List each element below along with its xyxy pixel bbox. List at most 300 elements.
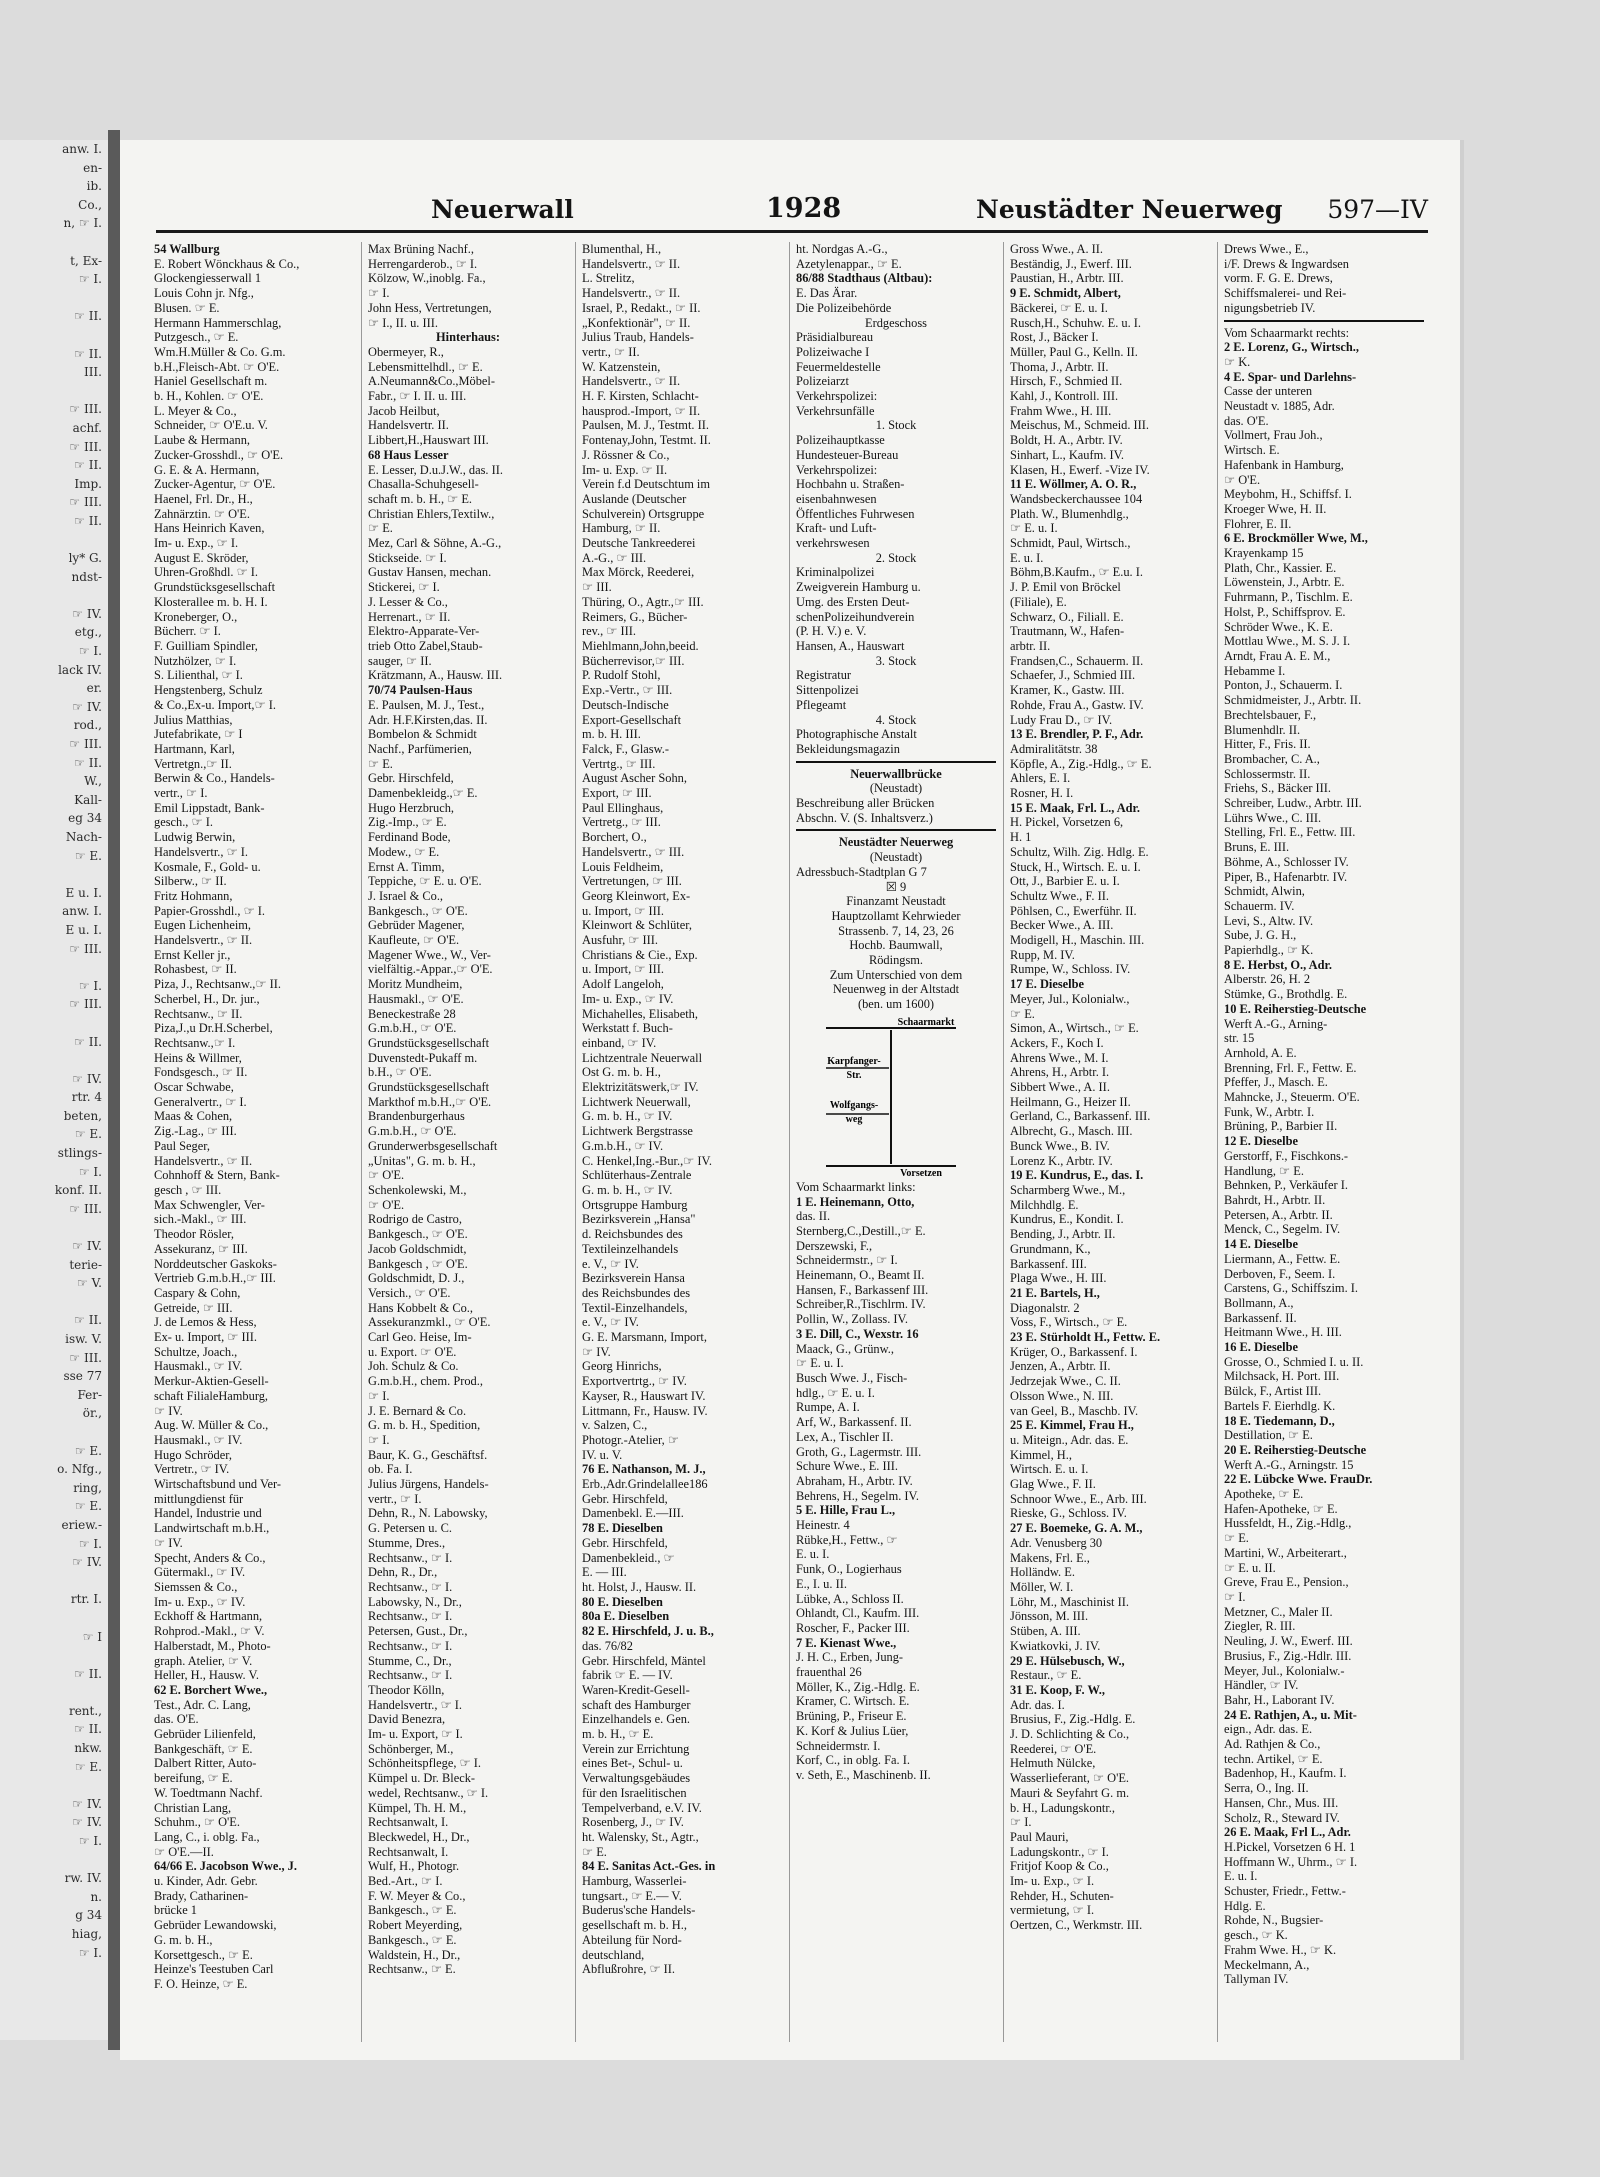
directory-entry-line: Schlüterhaus-Zentrale — [582, 1168, 692, 1183]
directory-entry-line: Photographische Anstalt — [796, 727, 917, 742]
prev-page-fragment: g 34 — [75, 1908, 102, 1923]
prev-page-fragment — [0, 326, 108, 345]
directory-entry-line: Ex- u. Import, ☞ III. — [154, 1330, 257, 1345]
prev-page-fragment: ☞ III. — [69, 1201, 102, 1216]
directory-entry-line: Barkassenf. II. — [1224, 1310, 1297, 1325]
map-label-top: Schaarmarkt — [897, 1016, 955, 1028]
directory-entry-line: Christian Ehlers,Textilw., — [368, 506, 495, 521]
directory-entry-line: ☞ I. — [368, 1388, 390, 1403]
directory-entry-line: Photogr.-Atelier, ☞ — [582, 1432, 679, 1447]
prev-page-fragment — [0, 1609, 108, 1628]
directory-entry-line: K. Korf & Julius Lüer, — [796, 1723, 909, 1738]
directory-entry-line: Mez, Carl & Söhne, A.-G., — [368, 536, 502, 551]
directory-entry-line: John Hess, Vertretungen, — [368, 300, 492, 315]
directory-entry-line: Nutzhölzer, ☞ I. — [154, 653, 237, 668]
directory-entry-line: Rohde, N., Bugsier- — [1224, 1913, 1324, 1928]
directory-entry-line: Adr. H.F.Kirsten,das. II. — [368, 712, 488, 727]
directory-entry-line: Jedrzejak Wwe., C. II. — [1010, 1374, 1121, 1389]
directory-entry-line: Fondsgesch., ☞ II. — [154, 1065, 248, 1080]
directory-entry-line: Hamburg, ☞ II. — [582, 521, 661, 536]
prev-page-fragment — [0, 1572, 108, 1591]
directory-entry-line: Schmidmeister, J., Arbtr. II. — [1224, 693, 1362, 708]
directory-entry-line: Schönheitspflege, ☞ I. — [368, 1756, 481, 1771]
directory-entry-line: Kümpel, Th. H. M., — [368, 1800, 467, 1815]
directory-entry-line: Hartmann, Karl, — [154, 741, 235, 756]
directory-entry-line: Arf, W., Barkassenf. II. — [796, 1415, 912, 1430]
directory-entry-line: Krayenkamp 15 — [1224, 546, 1304, 561]
directory-entry-line: Vom Schaarmarkt links: — [796, 1179, 916, 1194]
directory-entry-line: H. 1 — [1010, 830, 1032, 845]
prev-page-fragment: ☞ I. — [78, 1536, 102, 1551]
directory-entry-line: Milchhdlg. E. — [1010, 1197, 1079, 1212]
prev-page-fragment — [0, 1218, 108, 1237]
directory-entry-line: Handelsvertr., ☞ II. — [154, 933, 253, 948]
directory-entry-line: Stelling, Frl. E., Fettw. III. — [1224, 825, 1356, 840]
directory-entry-line: Lex, A., Tischler II. — [796, 1429, 894, 1444]
directory-entry-line: ☞ I. — [368, 286, 390, 301]
directory-entry-line: m. b. H., ☞ E. — [582, 1727, 654, 1742]
directory-entry-line: Rumpe, A. I. — [796, 1400, 860, 1415]
directory-entry-line: Exp.-Vertr., ☞ III. — [582, 683, 673, 698]
directory-entry-line: Carl Geo. Heise, Im- — [368, 1330, 472, 1345]
directory-entry-line: Rosner, H. I. — [1010, 786, 1074, 801]
directory-entry-line: Grundstücksgesellschaft — [154, 580, 276, 595]
directory-entry-line: Erdgeschoss — [865, 315, 927, 330]
directory-entry-line: Im- u. Export, ☞ I. — [368, 1727, 463, 1742]
directory-entry-line: Thoma, J., Arbtr. II. — [1010, 359, 1109, 374]
directory-entry-line: Magener Wwe., W., Ver- — [368, 947, 491, 962]
directory-entry-line: Ott, J., Barbier E. u. I. — [1010, 874, 1120, 889]
directory-entry-line: Miehlmann,John,beeid. — [582, 638, 699, 653]
directory-entry-line: S. Lilienthal, ☞ I. — [154, 668, 243, 683]
directory-entry-line: Heinze's Teestuben Carl — [154, 1962, 274, 1977]
address-heading: 13 E. Brendler, P. F., Adr. — [1010, 727, 1144, 742]
directory-entry-line: verkehrswesen — [796, 536, 870, 551]
directory-entry-line: Schmidt, Paul, Wirtsch., — [1010, 536, 1131, 551]
directory-entry-line: E. u. I. — [1224, 1869, 1258, 1884]
directory-entry-line: Moritz Mundheim, — [368, 977, 463, 992]
prev-page-fragment: ☞ II. — [74, 346, 102, 361]
directory-entry-line: Jacob Goldschmidt, — [368, 1241, 467, 1256]
directory-entry-line: Fritz Hohmann, — [154, 888, 233, 903]
directory-entry-line: Behrens, H., Segelm. IV. — [796, 1488, 919, 1503]
directory-entry-line: Bleckwedel, H., Dr., — [368, 1829, 470, 1844]
directory-entry-line: Brandenburgerhaus — [368, 1109, 465, 1124]
directory-entry-line: Vertrieb G.m.b.H.,☞ III. — [154, 1271, 276, 1286]
prev-page-fragment — [0, 1776, 108, 1795]
prev-page-fragment: n. — [90, 1889, 102, 1904]
directory-entry-line: Hochbahn u. Straßen- — [796, 477, 905, 492]
directory-entry-line: Zucker-Grosshdl., ☞ O'E. — [154, 447, 284, 462]
directory-entry-line: Jönsson, M. III. — [1010, 1609, 1089, 1624]
directory-entry-line: G. m. b. H., ☞ IV. — [582, 1183, 673, 1197]
directory-entry-line: Getreide, ☞ III. — [154, 1300, 233, 1315]
directory-entry-line: Haniel Gesellschaft m. — [154, 374, 268, 389]
page-number: 597—IV — [1327, 195, 1428, 224]
directory-entry-line: Metzner, C., Maler II. — [1224, 1604, 1333, 1619]
directory-entry-line: Schneidermstr., ☞ I. — [796, 1253, 898, 1268]
directory-entry-line: Rechtsanw.,☞ I. — [154, 1035, 236, 1050]
prev-page-fragment: ☞ I. — [78, 978, 102, 993]
directory-entry-line: E. — III. — [582, 1565, 627, 1580]
directory-entry-line: Gerstorff, F., Fischkons.- — [1224, 1148, 1349, 1163]
directory-entry-line: Damenbekleid., ☞ — [582, 1550, 675, 1565]
column-divider — [361, 242, 362, 2042]
directory-entry-line: frauenthal 26 — [796, 1665, 862, 1680]
directory-entry-line: Adolf Langeloh, — [582, 977, 664, 992]
directory-entry-line: Registratur — [796, 668, 852, 683]
directory-entry-line: E. Robert Wönckhaus & Co., — [154, 256, 300, 271]
prev-page-fragment: ☞ E. — [74, 1499, 102, 1514]
directory-entry-line: Holländw. E. — [1010, 1565, 1075, 1580]
directory-entry-line: Hamburg, Wasserlei- — [582, 1874, 687, 1889]
prev-page-fragment: E u. I. — [65, 922, 102, 937]
prev-page-fragment: ☞ V. — [77, 1276, 102, 1291]
column-6 — [1224, 242, 1424, 2042]
prev-page-fragment: III. — [83, 365, 102, 380]
prev-page-fragment: ☞ II. — [74, 1034, 102, 1049]
directory-entry-line: Rodrigo de Castro, — [368, 1212, 462, 1227]
directory-entry-line: Waldstein, H., Dr., — [368, 1947, 461, 1962]
prev-page-fragment: ☞ III. — [69, 439, 102, 454]
directory-entry-line: Bäckerei, ☞ E. u. I. — [1010, 300, 1108, 315]
directory-entry-line: vertr., ☞ I. — [154, 786, 208, 801]
directory-entry-line: Kwiatkovki, J. IV. — [1010, 1638, 1101, 1653]
directory-entry-line: Bollmann, A., — [1224, 1295, 1294, 1310]
directory-entry-line: das. O'E. — [154, 1712, 199, 1727]
directory-entry-line: Heller, H., Hausw. V. — [154, 1668, 259, 1683]
directory-entry-line: Hausmakl., ☞ IV. — [154, 1432, 243, 1447]
directory-entry-line: A.Neumann&Co.,Möbel- — [368, 374, 495, 389]
directory-entry-line: Gross Wwe., A. II. — [1010, 242, 1104, 256]
directory-entry-line: das. 76/82 — [582, 1638, 633, 1653]
directory-entry-line: Meyer, Jul., Kolonialw., — [1010, 991, 1130, 1006]
directory-entry-line: Casse der unteren — [1224, 384, 1313, 399]
directory-entry-line: (P. H. V.) e. V. — [796, 624, 867, 639]
directory-entry-line: u. Export. ☞ O'E. — [368, 1344, 457, 1359]
directory-entry-line: Handlung, ☞ E. — [1224, 1163, 1304, 1178]
prev-page-fragment: nkw. — [74, 1741, 102, 1756]
directory-entry-line: Müller, Paul G., Kelln. II. — [1010, 344, 1138, 359]
directory-entry-line: ☒ 9 — [885, 879, 907, 894]
directory-entry-line: hdlg., ☞ E. u. I. — [796, 1385, 875, 1400]
directory-entry-line: E. Lesser, D.u.J.W., das. II. — [368, 462, 503, 477]
address-heading: 20 E. Reiherstieg-Deutsche — [1224, 1442, 1367, 1457]
directory-entry-line: Handelsvertr., ☞ II. — [154, 1153, 253, 1168]
directory-entry-line: Blusen. ☞ E. — [154, 300, 220, 315]
address-heading: 3 E. Dill, C., Wexstr. 16 — [796, 1326, 919, 1341]
column-2 — [368, 242, 568, 2042]
directory-entry-line: Wirtsch. E. — [1224, 443, 1280, 458]
address-heading: 5 E. Hille, Frau L., — [796, 1503, 896, 1518]
directory-entry-line: brücke 1 — [154, 1903, 198, 1918]
directory-entry-line: Grundstücksgesellschaft — [368, 1080, 490, 1095]
directory-entry-line: Duvenstedt-Pukaff m. — [368, 1050, 478, 1065]
directory-entry-line: L. Meyer & Co., — [154, 403, 237, 418]
prev-page-fragment — [0, 865, 108, 884]
prev-page-fragment: ☞ E. — [74, 1759, 102, 1774]
prev-page-fragment — [0, 1014, 108, 1033]
prev-page-fragment: terie- — [69, 1257, 102, 1272]
directory-entry-line: Textil-Einzelhandels, — [582, 1300, 688, 1315]
directory-entry-line: Theodor Rösler, — [154, 1227, 235, 1242]
prev-page-fragment: ☞ II. — [74, 1666, 102, 1681]
directory-entry-line: schaft des Hamburger — [582, 1697, 691, 1712]
directory-entry-line: F. O. Heinze, ☞ E. — [154, 1976, 248, 1991]
directory-entry-line: Bunck Wwe., B. IV. — [1010, 1138, 1110, 1153]
directory-entry-line: e. V., ☞ IV. — [582, 1315, 639, 1330]
directory-entry-line: Lang, C., i. oblg. Fa., — [154, 1829, 260, 1844]
prev-page-fragment: ring, — [73, 1480, 102, 1495]
directory-entry-line: Lorenz K., Arbtr. IV. — [1010, 1153, 1113, 1168]
prev-page-fragment — [0, 1051, 108, 1070]
directory-entry-line: Helmuth Nülcke, — [1010, 1756, 1096, 1771]
directory-entry-line: Bartels F. Eierhdlg. K. — [1224, 1398, 1336, 1413]
directory-entry-line: Kundrus, E., Kondit. I. — [1010, 1212, 1124, 1227]
directory-entry-line: wedel, Rechtsanw., ☞ I. — [368, 1785, 489, 1800]
directory-entry-line: Rechtsanw., ☞ I. — [368, 1638, 453, 1653]
directory-entry-line: Scholz, R., Steward IV. — [1224, 1810, 1340, 1825]
directory-entry-line: Rübke,H., Fettw., ☞ — [796, 1532, 898, 1547]
directory-entry-line: Uhren-Großhdl. ☞ I. — [154, 565, 259, 580]
directory-entry-line: Wirtsch. E. u. I. — [1010, 1462, 1089, 1477]
directory-entry-line: Zig.-Lag., ☞ III. — [154, 1124, 237, 1139]
directory-entry-line: (Neustadt) — [869, 781, 923, 796]
directory-entry-line: G. Petersen u. C. — [368, 1521, 452, 1536]
directory-entry-line: Putzgesch., ☞ E. — [154, 330, 239, 345]
directory-entry-line: eines Bet-, Schul- u. — [582, 1756, 683, 1771]
directory-entry-line: Funk, W., Arbtr. I. — [1224, 1104, 1315, 1119]
directory-entry-line: Werkstatt f. Buch- — [582, 1021, 673, 1036]
prev-page-fragment: konf. II. — [54, 1183, 102, 1198]
directory-entry-line: Stuck, H., Wirtsch. E. u. I. — [1010, 859, 1141, 874]
directory-entry-line: Grunderwerbsgesellschaft — [368, 1138, 498, 1153]
directory-entry-line: Apotheke, ☞ E. — [1224, 1487, 1304, 1502]
prev-page-fragment: ib. — [86, 179, 102, 194]
directory-entry-line: Köpfle, A., Zig.-Hdlg., ☞ E. — [1010, 756, 1152, 771]
directory-entry-line: Brenning, Frl. F., Fettw. E. — [1224, 1060, 1357, 1075]
directory-entry-line: u. Miteign., Adr. das. E. — [1010, 1432, 1129, 1447]
directory-entry-line: Schure Wwe., E. III. — [796, 1459, 898, 1474]
directory-entry-line: Ahrens, H., Arbtr. I. — [1010, 1065, 1110, 1080]
directory-entry-line: Exportvertrtg., ☞ IV. — [582, 1374, 687, 1389]
address-heading: 11 E. Wöllmer, A. O. R., — [1010, 477, 1137, 492]
prev-page-fragment — [0, 1293, 108, 1312]
section-rule — [796, 761, 996, 763]
directory-entry-line: Assekuranz, ☞ III. — [154, 1241, 248, 1256]
directory-entry-line: Rohasbest, ☞ II. — [154, 962, 237, 977]
directory-entry-line: ☞ O'E.—II. — [154, 1844, 214, 1859]
directory-entry-line: Die Polizeibehörde — [796, 300, 892, 315]
address-heading: 6 E. Brockmöller Wwe, M., — [1224, 531, 1368, 546]
directory-entry-line: eisenbahnwesen — [796, 491, 877, 506]
directory-entry-line: Kriminalpolizei — [796, 565, 875, 580]
directory-entry-line: Bankgesch., ☞ O'E. — [368, 1227, 468, 1242]
directory-entry-line: Plaga Wwe., H. III. — [1010, 1271, 1107, 1286]
directory-entry-line: b. H., Kohlen. ☞ O'E. — [154, 389, 264, 404]
directory-entry-line: Präsidialbureau — [796, 330, 874, 345]
directory-entry-line: schaft m. b. H., ☞ E. — [368, 491, 473, 506]
directory-entry-line: IV. u. V. — [582, 1447, 623, 1462]
directory-entry-line: Mottlau Wwe., M. S. J. I. — [1224, 634, 1351, 649]
directory-entry-line: Handelsvertr., ☞ II. — [582, 256, 681, 271]
column-3 — [582, 242, 782, 2042]
prev-page-fragment: achf. — [72, 420, 102, 435]
directory-entry-line: Bankgesch., ☞ E. — [368, 1932, 457, 1947]
directory-entry-line: Lebensmittelhdl., ☞ E. — [368, 359, 483, 374]
address-heading: 18 E. Tiedemann, D., — [1224, 1413, 1335, 1428]
prev-page-fragment: rw. IV. — [64, 1871, 102, 1886]
directory-entry-line: Fontenay,John, Testmt. II. — [582, 433, 711, 448]
directory-entry-line: Möller, W. I. — [1010, 1579, 1074, 1594]
prev-page-fragment: ☞ E. — [74, 848, 102, 863]
directory-entry-line: Maack, G., Grünw., — [796, 1341, 894, 1356]
directory-entry-line: Halberstadt, M., Photo- — [154, 1638, 271, 1653]
directory-entry-line: arbtr. II. — [1010, 638, 1051, 653]
directory-entry-line: August Ascher Sohn, — [582, 771, 687, 786]
directory-entry-line: Beständig, J., Ewerf. III. — [1010, 256, 1132, 271]
directory-entry-line: Im- u. Exp., ☞ I. — [1010, 1874, 1095, 1889]
directory-entry-line: Restaur., ☞ E. — [1010, 1668, 1082, 1683]
directory-entry-line: Fritjof Koop & Co., — [1010, 1859, 1109, 1874]
directory-entry-line: Funk, O., Logierhaus — [796, 1562, 902, 1577]
address-heading: 12 E. Dieselbe — [1224, 1134, 1298, 1149]
directory-entry-line: b. H., Ladungskontr., — [1010, 1800, 1115, 1815]
directory-entry-line: Damenbekl. E.—III. — [582, 1506, 684, 1521]
directory-entry-line: Makens, Frl. E., — [1010, 1550, 1090, 1565]
directory-entry-line: Adr. das. I. — [1010, 1697, 1065, 1712]
directory-entry-line: Bahr, H., Laborant IV. — [1224, 1692, 1335, 1707]
directory-entry-line: Schlossermstr. II. — [1224, 766, 1311, 781]
directory-entry-line: Meischus, M., Schmeid. III. — [1010, 418, 1150, 433]
directory-entry-line: vermietung, ☞ I. — [1010, 1903, 1095, 1918]
map-label-bottom: Vorsetzen — [900, 1167, 942, 1176]
directory-entry-line: H. F. Kirsten, Schlacht- — [582, 389, 699, 404]
directory-entry-line: Test., Adr. C. Lang, — [154, 1697, 251, 1712]
directory-entry-line: Hundesteuer-Bureau — [796, 447, 899, 462]
directory-entry-line: Hafenbank in Hamburg, — [1224, 457, 1344, 472]
directory-entry-line: Schauerm. IV. — [1224, 898, 1295, 913]
directory-entry-line: G. m. b. H., — [154, 1932, 213, 1947]
prev-page-fragment: er. — [86, 681, 102, 696]
directory-entry-line: Holst, P., Schiffsprov. E. — [1224, 604, 1346, 619]
directory-entry-line: gesellschaft m. b. H., — [582, 1918, 687, 1933]
directory-entry-line: Rumpe, W., Schloss. IV. — [1010, 962, 1131, 977]
prev-page-fragment: o. Nfg., — [57, 1462, 102, 1477]
directory-entry-line: Aug. W. Müller & Co., — [154, 1418, 269, 1433]
directory-entry-line: Textileinzelhandels — [582, 1241, 679, 1256]
prev-page-fragment — [0, 1646, 108, 1665]
directory-entry-line: 3. Stock — [875, 653, 917, 668]
directory-entry-line: Behnken, P., Verkäufer I. — [1224, 1178, 1348, 1193]
prev-page-fragment: lack IV. — [58, 662, 102, 677]
address-heading: 24 E. Rathjen, A., u. Mit- — [1224, 1707, 1357, 1722]
directory-entry-line: Rieske, G., Schloss. IV. — [1010, 1506, 1127, 1521]
directory-entry-line: Schwarz, O., Filiall. E. — [1010, 609, 1124, 624]
directory-entry-line: Sube, J. G. H., — [1224, 928, 1297, 943]
directory-entry-line: ☞ O'E. — [368, 1168, 405, 1183]
directory-entry-line: Hengstenberg, Schulz — [154, 683, 263, 698]
directory-entry-line: Ludy Frau D., ☞ IV. — [1010, 712, 1113, 727]
directory-entry-line: gesch., ☞ K. — [1224, 1928, 1288, 1943]
directory-entry-line: Heilmann, G., Heizer II. — [1010, 1094, 1131, 1109]
directory-entry-line: Rupp, M. IV. — [1010, 947, 1075, 962]
directory-entry-line: ☞ E. u. I. — [1010, 521, 1058, 536]
directory-entry-line: Verein zur Errichtung — [582, 1741, 690, 1756]
directory-entry-line: Assekuranzmkl., ☞ O'E. — [368, 1315, 491, 1330]
directory-entry-line: Scherbel, H., Dr. jur., — [154, 991, 260, 1006]
directory-entry-line: Stüben, A. III. — [1010, 1624, 1081, 1639]
directory-entry-line: Pflegeamt — [796, 697, 847, 712]
prev-page-fragment — [0, 1851, 108, 1870]
address-heading: 22 E. Lübcke Wwe. FrauDr. — [1224, 1472, 1373, 1487]
directory-entry-line: Hugo Schröder, — [154, 1447, 232, 1462]
directory-entry-line: Im- u. Exp., ☞ IV. — [154, 1594, 246, 1609]
directory-entry-line: Labowsky, N., Dr., — [368, 1594, 462, 1609]
directory-entry-line: Versich., ☞ O'E. — [368, 1285, 451, 1300]
directory-entry-line: Adr. Venusberg 30 — [1010, 1535, 1103, 1550]
prev-page-fragment: rod., — [73, 718, 102, 733]
directory-entry-line: Heitmann Wwe., H. III. — [1224, 1325, 1342, 1340]
directory-entry-line: Wasserlieferant, ☞ O'E. — [1010, 1771, 1129, 1786]
directory-entry-line: Kimmel, H., — [1010, 1447, 1072, 1462]
directory-entry-line: Georg Hinrichs, — [582, 1359, 662, 1374]
directory-entry-line: Louis Cohn jr. Nfg., — [154, 286, 254, 301]
directory-entry-line: Deutsch-Indische — [582, 697, 669, 712]
prev-page-fragment — [0, 233, 108, 252]
directory-entry-line: Öffentliches Fuhrwesen — [796, 506, 915, 521]
directory-entry-line: Grosse, O., Schmied I. u. II. — [1224, 1354, 1364, 1369]
directory-entry-line: G.m.b.H., ☞ O'E. — [368, 1124, 457, 1139]
directory-entry-line: van Geel, B., Maschb. IV. — [1010, 1403, 1139, 1418]
directory-entry-line: des Reichsbundes des — [582, 1285, 691, 1300]
prev-page-fragment: ☞ II. — [74, 513, 102, 528]
directory-entry-line: bereifung, ☞ E. — [154, 1771, 233, 1786]
directory-entry-line: Hoffmann W., Uhrm., ☞ I. — [1224, 1854, 1358, 1869]
directory-entry-line: Levi, S., Altw. IV. — [1224, 913, 1314, 928]
directory-entry-line: Tempelverband, e.V. IV. — [582, 1800, 702, 1815]
directory-entry-line: Vertrtg., ☞ III. — [582, 756, 656, 771]
prev-page-fragment: ☞ E. — [74, 1443, 102, 1458]
directory-entry-line: Jacob Heilbut, — [368, 403, 440, 418]
directory-entry-line: Rusch,H., Schuhw. E. u. I. — [1010, 315, 1142, 330]
directory-entry-line: deutschland, — [582, 1947, 645, 1962]
directory-entry-line: ☞ K. — [1224, 354, 1251, 369]
directory-entry-line: Max Mörck, Reederei, — [582, 565, 695, 580]
directory-entry-line: H.Pickel, Vorsetzen 6 H. 1 — [1224, 1839, 1356, 1854]
directory-entry-line: Lührs Wwe., C. III. — [1224, 810, 1322, 825]
address-heading: 62 E. Borchert Wwe., — [154, 1682, 268, 1697]
directory-entry-line: Christian Lang, — [154, 1800, 232, 1815]
prev-page-fragment: ☞ III. — [69, 1350, 102, 1365]
directory-entry-line: G. E. Marsmann, Import, — [582, 1330, 707, 1345]
running-head-left-street: Neuerwall — [431, 195, 574, 224]
directory-entry-line: Gustav Hansen, mechan. — [368, 565, 492, 580]
directory-entry-line: ☞ E. u. I. — [796, 1356, 844, 1371]
prev-page-fragment: ☞ II. — [74, 458, 102, 473]
directory-entry-line: Meckelmann, A., — [1224, 1957, 1310, 1972]
directory-entry-line: Gütermakl., ☞ IV. — [154, 1565, 246, 1580]
directory-entry-line: das. II. — [796, 1209, 831, 1224]
directory-entry-line: Thüring, O., Agtr.,☞ III. — [582, 594, 704, 609]
directory-entry-line: Rechtsanwalt, I. — [368, 1815, 449, 1830]
address-heading: 19 E. Kundrus, E., das. I. — [1010, 1168, 1144, 1183]
directory-entry-line: Feuermeldestelle — [796, 359, 881, 374]
directory-entry-line: J. de Lemos & Hess, — [154, 1315, 257, 1330]
directory-entry-line: Simon, A., Wirtsch., ☞ E. — [1010, 1021, 1139, 1036]
directory-entry-line: sich.-Makl., ☞ III. — [154, 1212, 247, 1227]
prev-page-fragment: E u. I. — [65, 885, 102, 900]
